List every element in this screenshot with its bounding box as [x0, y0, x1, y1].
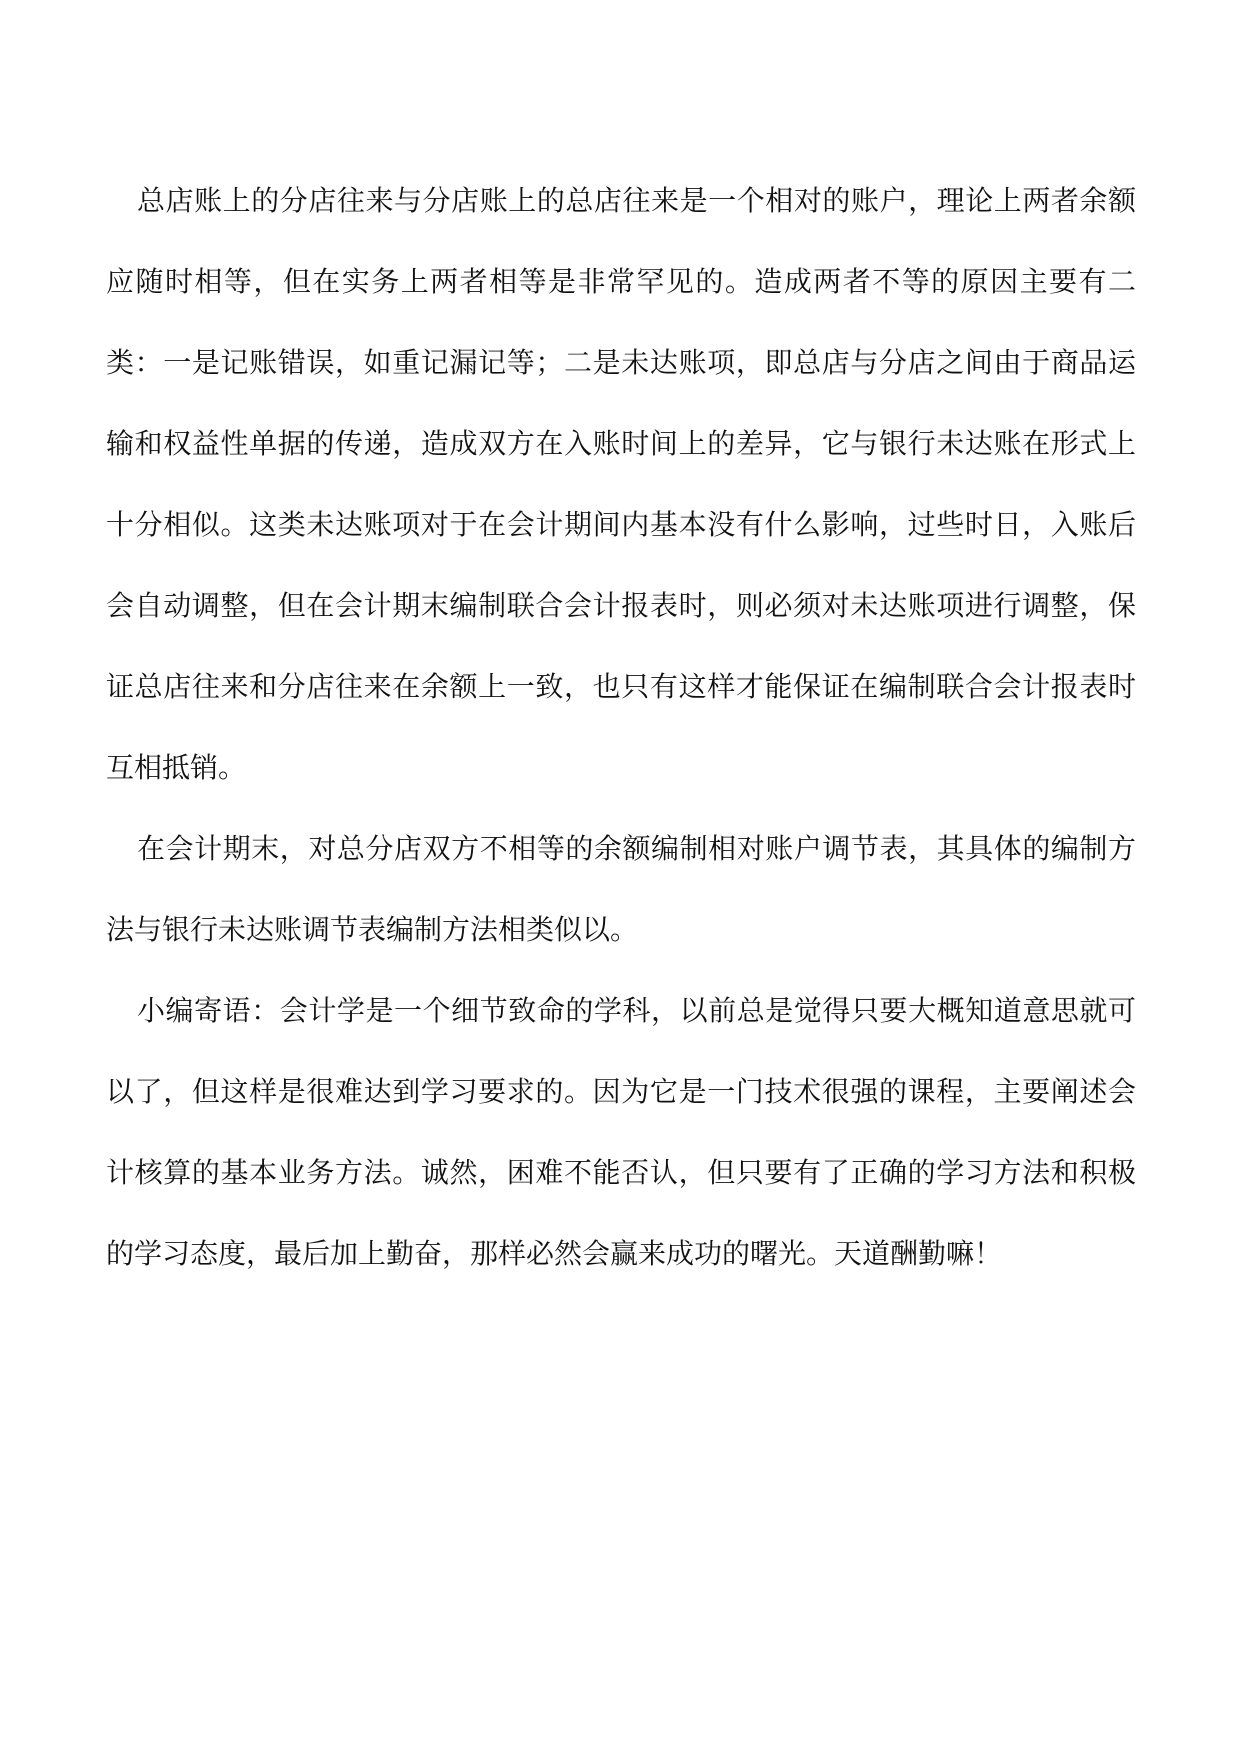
- document-body: [106, 160, 1136, 1294]
- paragraph-editor-note: 小编寄语：会计学是一个细节致命的学科，以前总是觉得只要大概知道意思就可以了，但这样是很难达到学习要求的。因为它是一门技术很强的课程，主要阐述会计核算的基本业务方法。诚然，困难不能否认，但只要有了正确的学习方法和积极的学习态度，最后加上勤奋，那样必然会赢来成功的曙光。天道酬勤嘛！: [106, 994, 1136, 1270]
- paragraph-reconciliation: 总店账上的分店往来与分店账上的总店往来是一个相对的账户，理论上两者余额应随时相等，但在实务上两者相等是非常罕见的。造成两者不等的原因主要有二类：一是记账错误，如重记漏记等；二是未达账项，即总店与分店之间由于商品运输和权益性单据的传递，造成双方在入账时间上的差异，它与银行未达账在形式上十分相似。这类未达账项对于在会计期间内基本没有什么影响，过些时日，入账后会自动调整，但在会计期末编制联合会计报表时，则必须对未达账项进行调整，保证总店往来和分店往来在余额上一致，也只有这样才能保证在编制联合会计报表时互相抵销。: [106, 184, 1136, 784]
- paragraph-period-end: 在会计期末，对总分店双方不相等的余额编制相对账户调节表，其具体的编制方法与银行未达账调节表编制方法相类似以。: [106, 832, 1136, 946]
